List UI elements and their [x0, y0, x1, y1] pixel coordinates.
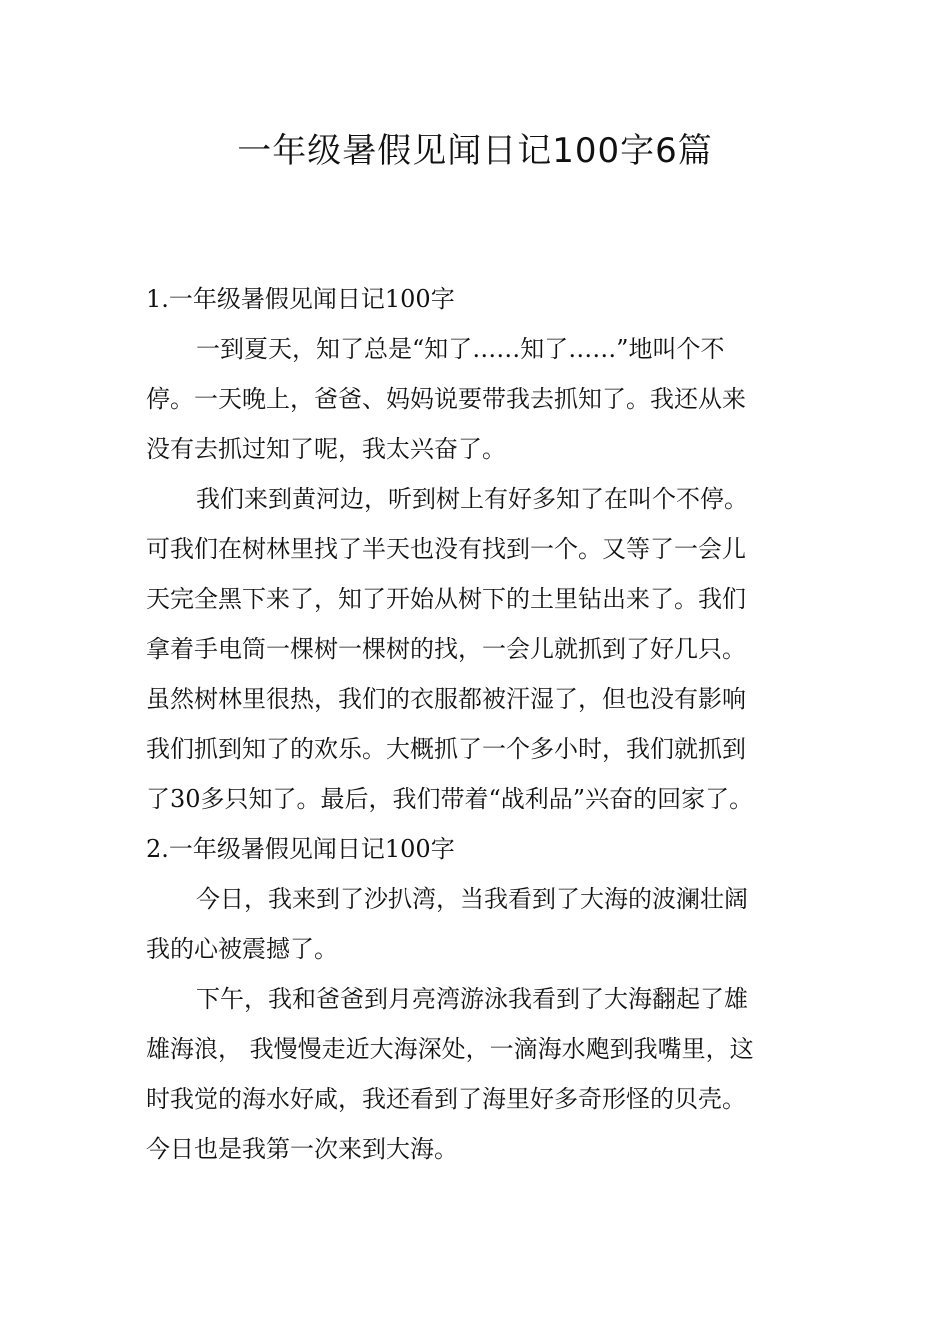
section-heading: 1.一年级暑假见闻日记100字 — [146, 285, 455, 313]
document-title: 一年级暑假见闻日记100字6篇 — [237, 131, 713, 171]
paragraph-line: 今日也是我第一次来到大海。 — [146, 1135, 458, 1163]
paragraph-line: 我们来到黄河边，听到树上有好多知了在叫个不停。 — [196, 485, 748, 513]
document-body — [146, 274, 814, 1174]
paragraph-line: 可我们在树林里找了半天也没有找到一个。又等了一会儿 — [146, 535, 746, 563]
section-heading: 2.一年级暑假见闻日记100字 — [146, 835, 455, 863]
paragraph-line: 天完全黑下来了，知了开始从树下的土里钻出来了。我们 — [146, 585, 746, 613]
paragraph-line: 今日，我来到了沙扒湾，当我看到了大海的波澜壮阔 — [196, 885, 748, 913]
paragraph-line: 时我觉的海水好咸，我还看到了海里好多奇形怪的贝壳。 — [146, 1085, 746, 1113]
paragraph-line: 拿着手电筒一棵树一棵树的找，一会儿就抓到了好几只。 — [146, 635, 746, 663]
paragraph-line: 停。一天晚上，爸爸、妈妈说要带我去抓知了。我还从来 — [146, 385, 746, 413]
paragraph-line: 雄海浪， 我慢慢走近大海深处，一滴海水飑到我嘴里，这 — [146, 1035, 754, 1063]
paragraph-line: 一到夏天，知了总是“知了……知了……”地叫个不 — [196, 335, 725, 363]
paragraph-line: 下午，我和爸爸到月亮湾游泳我看到了大海翻起了雄 — [196, 985, 748, 1013]
paragraph-line: 没有去抓过知了呢，我太兴奋了。 — [146, 435, 506, 463]
paragraph-line: 我的心被震撼了。 — [146, 935, 338, 963]
paragraph-line: 虽然树林里很热，我们的衣服都被汗湿了，但也没有影响 — [146, 685, 746, 713]
paragraph-line: 我们抓到知了的欢乐。大概抓了一个多小时，我们就抓到 — [146, 735, 746, 763]
paragraph-line: 了30多只知了。最后，我们带着“战利品”兴奋的回家了。 — [146, 785, 754, 813]
